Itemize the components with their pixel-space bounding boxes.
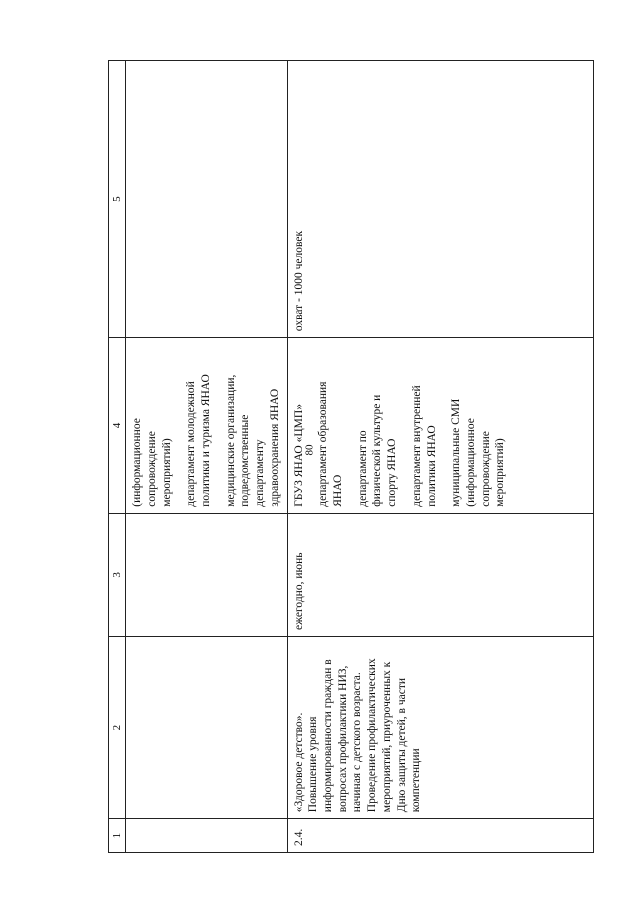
- org-line: мероприятий): [494, 438, 507, 507]
- org-line: ГБУЗ ЯНАО «ЦМП»: [292, 404, 305, 507]
- cont-cell-3: [126, 513, 287, 636]
- header-cell-2: 2: [109, 637, 126, 819]
- org-line: спорту ЯНАО: [386, 438, 399, 507]
- cont-org-line: департаменту: [254, 439, 267, 507]
- org-line: политики ЯНАО: [425, 425, 438, 507]
- rotated-table-frame: [108, 60, 594, 853]
- landscape-page: [108, 60, 594, 853]
- activity-line: Проведение профилактических: [366, 658, 379, 813]
- row-organizations: [287, 338, 593, 514]
- header-cell-1: 1: [109, 819, 126, 853]
- org-line: департамент образования: [317, 381, 330, 507]
- continuation-row: [126, 61, 287, 853]
- plan-table: [108, 60, 594, 853]
- title-line: вопросах профилактики НИЗ,: [336, 665, 349, 813]
- cont-org-line: политики и туризма ЯНАО: [199, 374, 212, 507]
- spacer: [214, 344, 224, 507]
- spacer: [439, 344, 449, 507]
- activity-line: компетенции: [410, 748, 423, 813]
- title-line: информированности граждан в: [321, 659, 334, 813]
- cont-text-line: (информационное: [131, 418, 144, 507]
- org-line: (информационное: [465, 418, 478, 507]
- title-line: начиная с детского возраста.: [351, 672, 364, 813]
- cont-cell-1: [126, 819, 287, 853]
- activity-line: мероприятий, приуроченных к: [380, 661, 393, 813]
- cont-org-line: медицинские организации,: [224, 374, 237, 507]
- header-cell-5: 5: [109, 61, 126, 338]
- header-cell-4: 4: [109, 338, 126, 514]
- cont-cell-2: [126, 637, 287, 819]
- title-line: «Здоровое детство».: [292, 712, 305, 813]
- org-line: сопровождение: [479, 431, 492, 507]
- spacer: [400, 344, 410, 507]
- row-title: [287, 637, 593, 819]
- cont-text-line: мероприятий): [160, 438, 173, 507]
- cont-org-line: здравоохранения ЯНАО: [268, 388, 281, 507]
- header-cell-3: 3: [109, 513, 126, 636]
- org-line: ЯНАО: [331, 474, 344, 507]
- spacer: [303, 344, 316, 507]
- row-number: 2.4.: [287, 819, 593, 853]
- cont-org-line: департамент молодежной: [185, 381, 198, 507]
- table-row: [287, 61, 593, 853]
- org-line: департамент внутренней: [410, 385, 423, 507]
- page-number: 80: [303, 444, 316, 456]
- cont-text-line: сопровождение: [145, 431, 158, 507]
- title-line: Повышение уровня: [307, 716, 320, 813]
- org-line: муниципальные СМИ: [450, 398, 463, 507]
- spacer: [346, 344, 356, 507]
- activity-line: Дню защиты детей, в части: [395, 677, 408, 813]
- org-line: департамент по: [356, 430, 369, 507]
- header-row: [109, 61, 126, 853]
- cont-cell-4: [126, 338, 287, 514]
- org-line: физической культуре и: [371, 394, 384, 507]
- spacer: [174, 344, 184, 507]
- cont-org-line: подведомственные: [239, 414, 252, 507]
- row-result: охват - 1000 человек: [287, 61, 593, 338]
- row-term: ежегодно, июнь: [287, 513, 593, 636]
- cont-cell-5: [126, 61, 287, 338]
